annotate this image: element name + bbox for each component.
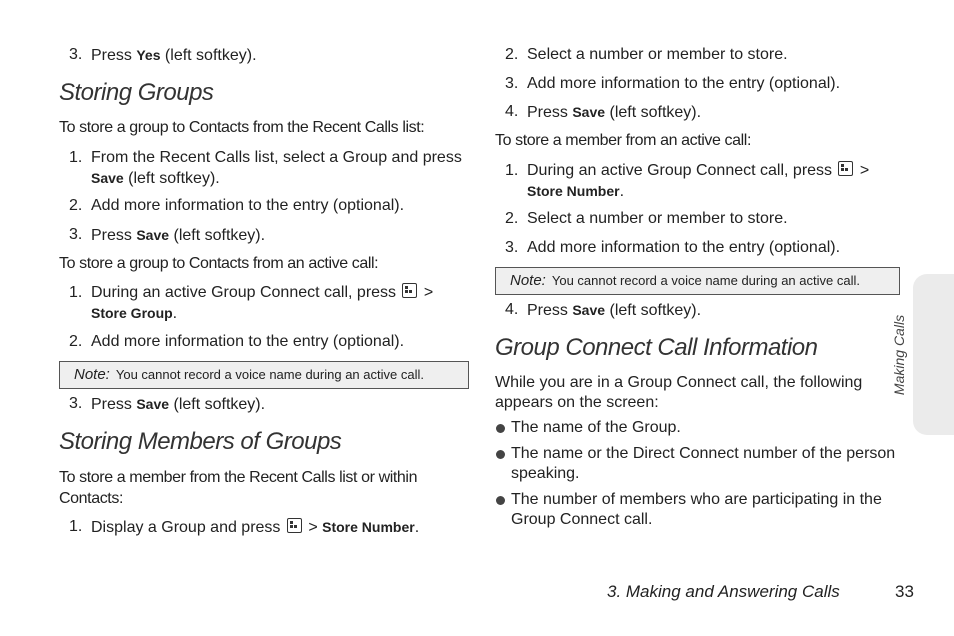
- step-number: 3.: [505, 239, 519, 256]
- list-item: [495, 490, 905, 530]
- list-item: [495, 161, 905, 202]
- step-text: (left softkey).: [169, 396, 266, 413]
- list-item: [59, 517, 469, 538]
- list-item: [59, 148, 469, 189]
- list-item: [495, 418, 905, 438]
- list-item: [495, 74, 905, 94]
- step-number: 3.: [69, 46, 83, 63]
- bullet-icon: [496, 496, 505, 505]
- softkey-label: Save: [136, 396, 170, 412]
- step-number: 2.: [69, 333, 83, 350]
- bullet-text: The name of the Group.: [511, 419, 681, 436]
- bullet-icon: [496, 424, 505, 433]
- step-number: 2.: [69, 197, 83, 214]
- step-text: During an active Group Connect call, press: [527, 162, 837, 179]
- note-label: Note:: [74, 366, 110, 383]
- softkey-label: Save: [136, 227, 170, 243]
- step-number: 3.: [69, 395, 83, 412]
- step-number: 4.: [505, 301, 519, 318]
- step-text: From the Recent Calls list, select a Group and press: [91, 149, 462, 166]
- bullet-icon: [496, 450, 505, 459]
- note-label: Note:: [510, 272, 546, 289]
- step-text: Add more information to the entry (optional).: [91, 197, 405, 214]
- heading-group-connect-info: Group Connect Call Information: [495, 334, 818, 361]
- softkey-label: Save: [91, 170, 124, 186]
- bullet-text: The number of members who are participating in the Group Connect call.: [511, 491, 882, 528]
- step-text: .: [414, 519, 420, 536]
- note-text: You cannot record a voice name during an active call.: [115, 367, 424, 382]
- step-number: 4.: [505, 103, 519, 120]
- list-item: [495, 102, 905, 123]
- step-number: 1.: [69, 149, 83, 166]
- step-text: Select a number or member to store.: [527, 210, 788, 227]
- step-text: (left softkey).: [169, 227, 266, 244]
- step-number: 2.: [505, 210, 519, 227]
- step-text: .: [619, 183, 625, 200]
- step-text: (left softkey).: [123, 170, 220, 187]
- step-text: Add more information to the entry (optional).: [91, 333, 405, 350]
- side-tab: [913, 274, 954, 435]
- footer-chapter: 3. Making and Answering Calls: [607, 582, 840, 601]
- step-text: Press: [91, 47, 137, 64]
- softkey-label: Yes: [136, 47, 161, 63]
- intro-store-member: To store a member from the Recent Calls list or within Contacts:: [59, 469, 418, 507]
- list-item: [59, 196, 469, 216]
- menu-option-label: Store Group: [91, 305, 173, 321]
- list-item: [495, 238, 905, 258]
- menu-key-icon: [402, 283, 417, 298]
- step-text: (left softkey).: [605, 104, 702, 121]
- step-number: 3.: [69, 226, 83, 243]
- step-text: Press: [91, 227, 137, 244]
- note-box: [495, 267, 900, 295]
- intro-member-active-call: To store a member from an active call:: [495, 132, 752, 149]
- list-item: [59, 332, 469, 352]
- menu-option-label: Store Number: [322, 519, 415, 535]
- menu-option-label: Store Number: [527, 183, 620, 199]
- separator: >: [419, 284, 434, 301]
- step-text: Add more information to the entry (optional).: [527, 239, 841, 256]
- softkey-label: Save: [572, 302, 606, 318]
- list-item: [495, 45, 905, 65]
- note-box: [59, 361, 469, 389]
- separator: >: [855, 162, 870, 179]
- step-text: During an active Group Connect call, press: [91, 284, 401, 301]
- list-item: [59, 394, 469, 415]
- step-text: Press: [91, 396, 137, 413]
- step-text: Display a Group and press: [91, 519, 285, 536]
- info-intro: While you are in a Group Connect call, the following appears on the screen:: [495, 374, 863, 411]
- separator: >: [303, 519, 323, 536]
- note-text: You cannot record a voice name during an active call.: [551, 273, 860, 288]
- step-number: 2.: [505, 46, 519, 63]
- intro-recent-calls: To store a group to Contacts from the Recent Calls list:: [59, 119, 425, 136]
- step-number: 1.: [69, 284, 83, 301]
- step-number: 1.: [69, 518, 83, 535]
- list-item: [59, 283, 469, 324]
- side-tab-label: Making Calls: [890, 314, 907, 396]
- step-text: .: [172, 305, 178, 322]
- step-number: 1.: [505, 162, 519, 179]
- intro-active-call: To store a group to Contacts from an active call:: [59, 255, 379, 272]
- step-text: Press: [527, 302, 573, 319]
- list-item: [495, 444, 905, 484]
- step-3-press-yes: [59, 45, 469, 66]
- step-number: 3.: [505, 75, 519, 92]
- list-item: [495, 300, 905, 321]
- menu-key-icon: [838, 161, 853, 176]
- step-text: Press: [527, 104, 573, 121]
- list-item: [495, 209, 905, 229]
- heading-storing-groups: Storing Groups: [59, 79, 214, 106]
- step-text: (left softkey).: [605, 302, 702, 319]
- bullet-text: The name or the Direct Connect number of the person speaking.: [511, 445, 896, 482]
- menu-key-icon: [287, 518, 302, 533]
- step-text: (left softkey).: [160, 47, 257, 64]
- step-text: Select a number or member to store.: [527, 46, 788, 63]
- heading-storing-members: Storing Members of Groups: [59, 428, 342, 455]
- step-text: Add more information to the entry (optional).: [527, 75, 841, 92]
- page-number: 33: [895, 582, 914, 601]
- softkey-label: Save: [572, 104, 606, 120]
- list-item: [59, 225, 469, 246]
